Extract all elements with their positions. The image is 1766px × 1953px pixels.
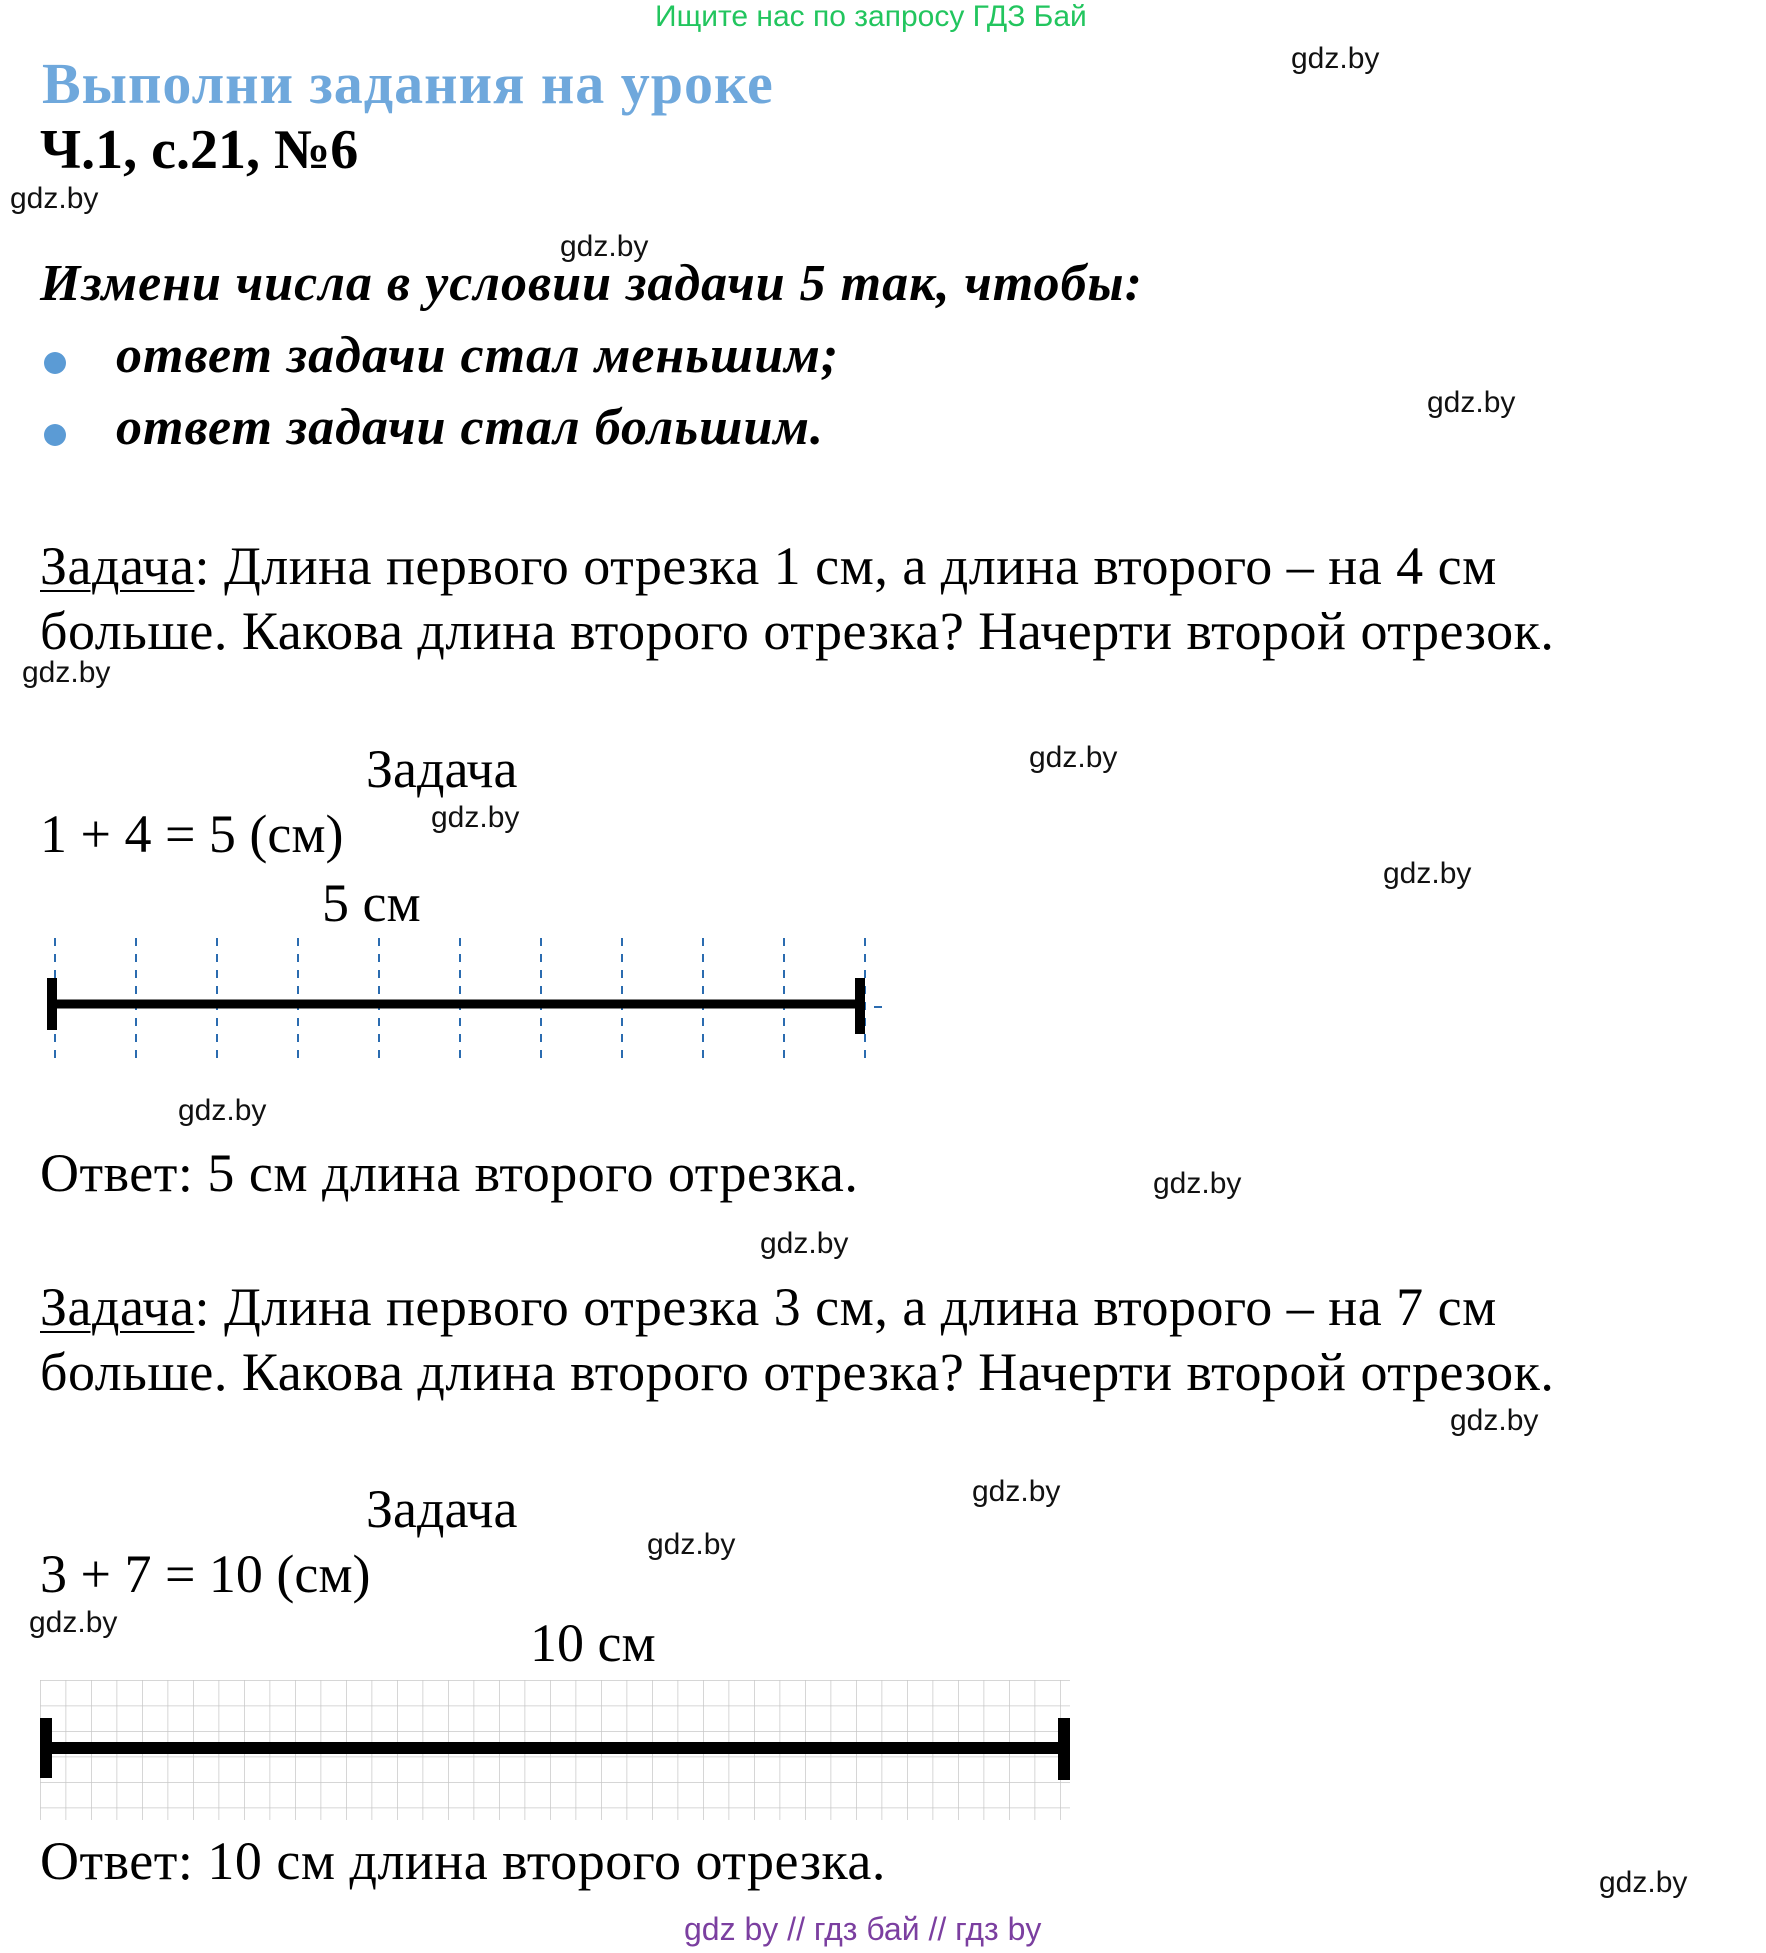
solution-2-equation: 3 + 7 = 10 (см) <box>40 1544 371 1604</box>
watermark: gdz.by <box>647 1528 736 1561</box>
solution-1-equation: 1 + 4 = 5 (см) <box>40 804 344 864</box>
watermark: gdz.by <box>431 801 520 834</box>
watermark: gdz.by <box>29 1606 118 1639</box>
problem-1-line-2: больше. Какова длина второго отрезка? Начерти второй отрезок. <box>40 601 1555 661</box>
footer-links: gdz by // гдз бай // гдз by <box>684 1911 1042 1947</box>
watermark: gdz.by <box>760 1227 849 1260</box>
answer-2: Ответ: 10 см длина второго отрезка. <box>40 1831 886 1891</box>
problem-1-label: Задача <box>40 536 195 596</box>
top-banner: Ищите нас по запросу ГДЗ Бай <box>655 0 1087 33</box>
problem-1-text-1: : Длина первого отрезка 1 см, а длина второго – на 4 см <box>194 536 1497 596</box>
page-heading: Выполни задания на уроке <box>42 51 774 116</box>
watermark: gdz.by <box>972 1475 1061 1508</box>
watermark: gdz.by <box>1427 386 1516 419</box>
exercise-reference: Ч.1, с.21, №6 <box>40 119 359 181</box>
watermark: gdz.by <box>1291 42 1380 75</box>
watermark: gdz.by <box>10 182 99 215</box>
watermark: gdz.by <box>1153 1167 1242 1200</box>
watermark: gdz.by <box>22 656 111 689</box>
watermark: gdz.by <box>1383 857 1472 890</box>
problem-2-text-1: : Длина первого отрезка 3 см, а длина второго – на 7 см <box>194 1277 1497 1337</box>
watermark: gdz.by <box>178 1094 267 1127</box>
segment-1-label: 5 см <box>322 873 421 933</box>
watermark: gdz.by <box>560 230 649 263</box>
instruction-text: Измени числа в условии задачи 5 так, чтобы: <box>40 255 1143 312</box>
instruction-bullet-2: ответ задачи стал большим. <box>116 399 824 456</box>
segment-2-label: 10 см <box>530 1613 656 1673</box>
watermark: gdz.by <box>1450 1404 1539 1437</box>
watermark: gdz.by <box>1029 741 1118 774</box>
watermark: gdz.by <box>1599 1866 1688 1899</box>
problem-2-label: Задача <box>40 1277 195 1337</box>
problem-2-line-2: больше. Какова длина второго отрезка? Начерти второй отрезок. <box>40 1342 1555 1402</box>
answer-1: Ответ: 5 см длина второго отрезка. <box>40 1143 859 1203</box>
solution-2-title: Задача <box>366 1479 518 1539</box>
solution-1-title: Задача <box>366 739 518 799</box>
instruction-bullet-1: ответ задачи стал меньшим; <box>116 327 840 384</box>
